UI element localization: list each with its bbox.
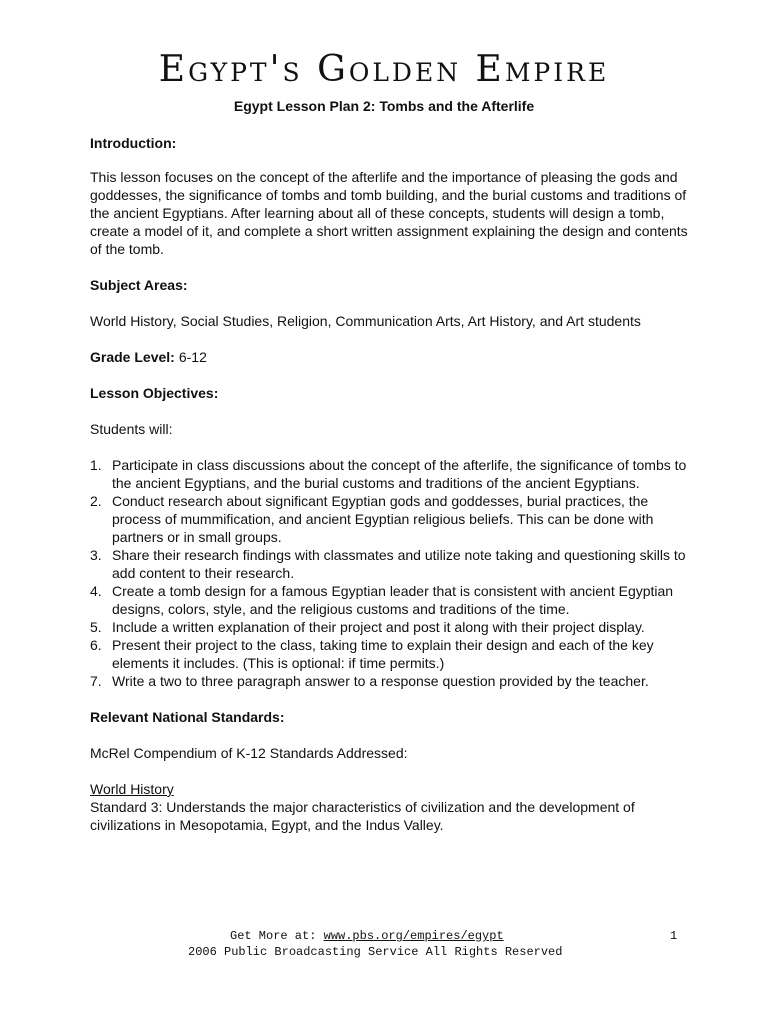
grade-level-label: Grade Level: [90, 349, 175, 365]
list-item-text: Include a written explanation of their project and post it along with their project display. [112, 619, 645, 635]
objectives-intro: Students will: [90, 421, 173, 437]
footer-copyright: 2006 Public Broadcasting Service All Rights Reserved [188, 945, 563, 959]
list-item [90, 672, 690, 690]
lesson-subtitle: Egypt Lesson Plan 2: Tombs and the Afterlife [233, 98, 535, 114]
list-item [90, 582, 690, 618]
objectives-list [90, 456, 690, 690]
subject-areas-text: World History, Social Studies, Religion, Communication Arts, Art History, and Art students [90, 313, 641, 329]
list-item [90, 492, 690, 546]
introduction-text: This lesson focuses on the concept of the afterlife and the importance of pleasing the gods and goddesses, the significance of tombs and tomb building, and the burial customs and traditions of the ancient Egyptians. After learning about all of these concepts, students will design a tomb, create a model of it, and complete a short written assignment explaining the design and contents of the tomb. [90, 169, 688, 257]
list-item-text: Present their project to the class, taking time to explain their design and each of the key elements it includes. (This is optional: if time permits.) [112, 637, 654, 671]
list-item [90, 618, 690, 636]
list-item-text: Share their research findings with classmates and utilize note taking and questioning skills to add content to their research. [112, 547, 686, 581]
list-item-number: 7. [90, 673, 102, 689]
list-item-number: 5. [90, 619, 102, 635]
list-item-number: 3. [90, 547, 102, 563]
banner-title: Egypt's Golden Empire [158, 49, 610, 90]
list-item-number: 2. [90, 493, 102, 509]
list-item-number: 6. [90, 637, 102, 653]
footer-website-link[interactable]: www.pbs.org/empires/egypt [323, 929, 504, 943]
subject-areas-heading: Subject Areas: [90, 277, 188, 293]
lesson-body [90, 134, 690, 834]
list-item [90, 546, 690, 582]
world-history-link[interactable]: World History [90, 781, 174, 797]
list-item-text: Write a two to three paragraph answer to a response question provided by the teacher. [112, 673, 649, 689]
footer-get-more [230, 928, 504, 944]
grade-level [90, 348, 690, 366]
standard-3-text: Standard 3: Understands the major characteristics of civilization and the development of civilizations in Mesopotamia, Egypt, and the Indus Valley. [90, 799, 635, 833]
introduction-heading: Introduction: [90, 135, 177, 151]
list-item-number: 1. [90, 457, 102, 473]
page-number: 1 [670, 929, 678, 943]
standards-heading: Relevant National Standards: [90, 709, 285, 725]
list-item-text: Conduct research about significant Egyptian gods and goddesses, burial practices, the process of mummification, and ancient Egyptian religious beliefs. This can be done with partners or in small groups. [112, 493, 654, 545]
footer-get-more-label: Get More at: [230, 929, 324, 943]
list-item-text: Participate in class discussions about the concept of the afterlife, the significance of tombs to the ancient Egyptians, and the burial customs and traditions of the ancient Egyptians. [112, 457, 687, 491]
list-item [90, 636, 690, 672]
grade-level-value: 6-12 [178, 349, 207, 365]
lesson-objectives-heading: Lesson Objectives: [90, 385, 219, 401]
list-item-number: 4. [90, 583, 102, 599]
list-item-text: Create a tomb design for a famous Egyptian leader that is consistent with ancient Egyptian designs, colors, style, and the religious customs and traditions of the time. [112, 583, 674, 617]
list-item [90, 456, 690, 492]
standards-compendium: McRel Compendium of K-12 Standards Addressed: [90, 745, 408, 761]
